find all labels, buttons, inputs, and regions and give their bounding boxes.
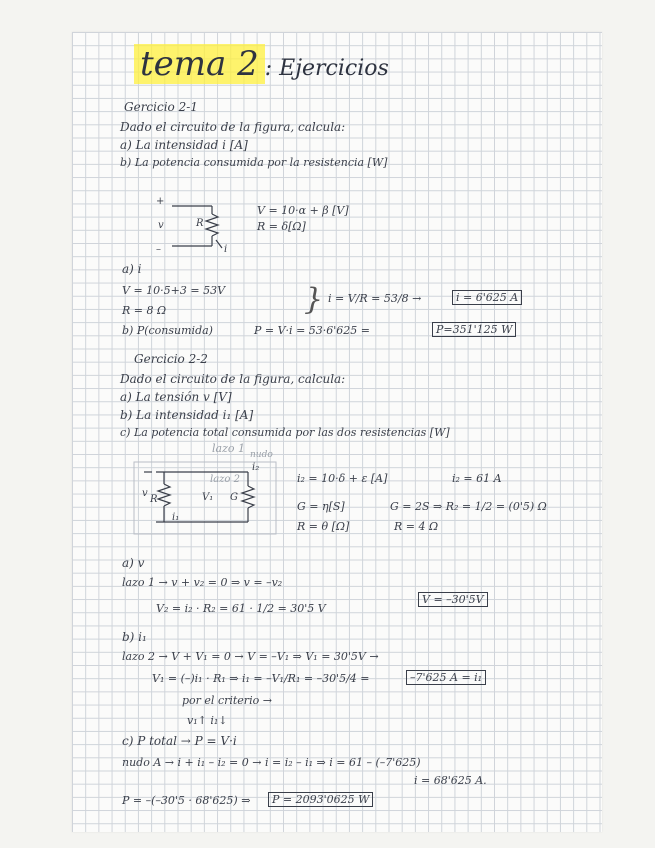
ex2-given-r: R = θ [Ω] [297, 520, 350, 533]
ex2-given-i2: i₂ = 10·δ + ε [A] [297, 472, 388, 485]
ex2-criterion: por el criterio → [182, 694, 272, 707]
circuit-2-g: G [230, 492, 238, 503]
circuit-2-v: v [142, 488, 148, 499]
circuit-1-diagram [152, 192, 247, 254]
circuit-2-diagram [130, 458, 280, 538]
ex2-lazo2: lazo 2 → V + V₁ = 0 → V = –V₁ ⇒ V₁ = 30'5V → [122, 650, 379, 663]
ex2-p-calc: P = –(–30'5 · 68'625) ⇒ [122, 794, 251, 807]
ex2-v2-calc: V₂ = i₂ · R₂ = 61 · 1/2 = 30'5 V [156, 602, 326, 615]
ex2-part-c-label: c) P total → P = V·i [122, 734, 237, 748]
circuit-2-r: R [150, 494, 158, 505]
ex1-calc-i: i = V/R = 53/8 → [328, 292, 422, 305]
ex2-given-g: G = η[S] [297, 500, 345, 513]
ex2-item-a: a) La tensión v [V] [120, 390, 232, 404]
ex2-part-b-label: b) i₁ [122, 630, 147, 644]
ex2-given-r-val: R = 4 Ω [394, 520, 439, 533]
ex1-item-a: a) La intensidad i [A] [120, 138, 248, 152]
ex1-given-r: R = δ[Ω] [257, 220, 306, 233]
notebook-page [72, 32, 602, 832]
circuit-1-resistor [206, 214, 218, 236]
ex2-given-g-val: G = 2S ⇒ R₂ = 1/2 = (0'5) Ω [390, 500, 547, 513]
circuit-1-v: v [158, 220, 164, 231]
ex1-part-b-label: b) P(consumida) [122, 324, 213, 337]
circuit-2-lazo2: lazo 2 [210, 474, 240, 485]
ex1-result-i: i = 6'625 A [452, 290, 522, 305]
circuit-1-i: i [224, 244, 228, 254]
ex2-i-total: i = 68'625 A. [414, 774, 487, 787]
ex1-brace: } [304, 282, 324, 317]
ex1-item-b: b) La potencia consumida por la resistencia [W] [120, 156, 388, 169]
ex2-result-i1: –7'625 A = i₁ [406, 670, 486, 685]
circuit-2-i1: i₁ [172, 512, 180, 523]
ex2-result-ptotal: P = 2093'0625 W [268, 792, 373, 807]
ex2-item-b: b) La intensidad i₁ [A] [120, 408, 254, 422]
ex2-arrows: v₁↑ i₁↓ [187, 714, 228, 727]
ex2-item-c: c) La potencia total consumida por las dos resistencias [W] [120, 426, 450, 439]
circuit-1-minus: – [156, 244, 161, 254]
ex1-part-a-label: a) i [122, 262, 142, 276]
circuit-1-r: R [196, 218, 204, 229]
page-title [134, 44, 389, 84]
ex2-lazo1: lazo 1 → v + v₂ = 0 ⇒ v = –v₂ [122, 576, 283, 589]
ex1-calc-p: P = V·i = 53·6'625 = [254, 324, 371, 337]
circuit-1-plus: + [156, 196, 165, 207]
ex2-part-a-label: a) v [122, 556, 145, 570]
circuit-2-v1: V₁ [202, 492, 214, 503]
ex2-given-i2-val: i₂ = 61 A [452, 472, 502, 485]
ex2-heading: Gercicio 2-2 [134, 352, 208, 366]
ex1-result-p: P=351'125 W [432, 322, 516, 337]
title-highlight: tema 2 [134, 44, 265, 84]
ex2-result-v: V = –30'5V [418, 592, 488, 607]
ex1-prompt: Dado el circuito de la figura, calcula: [120, 120, 346, 134]
ex1-calc-r: R = 8 Ω [122, 304, 167, 317]
circuit-1-current-arrow [216, 240, 222, 248]
circuit-2-resistor-r [158, 484, 170, 506]
ex2-v1-calc: V₁ = (–)i₁ · R₁ ⇒ i₁ = –V₁/R₁ = –30'5/4 = [152, 672, 370, 685]
ex2-lazo-note: lazo 1 [212, 442, 245, 455]
circuit-2-i2: i₂ [252, 462, 260, 473]
circuit-2-resistor-g [242, 486, 254, 508]
ex1-heading: Gercicio 2-1 [124, 100, 198, 114]
ex2-prompt: Dado el circuito de la figura, calcula: [120, 372, 346, 386]
title-subtitle: : Ejercicios [264, 56, 389, 81]
ex1-calc-v: V = 10·5+3 = 53V [122, 284, 226, 297]
ex2-nudo-a: nudo A → i + i₁ – i₂ = 0 → i = i₂ – i₁ ⇒ i = 61 – (–7'625) [122, 756, 421, 769]
ex2-nudo-note: nudo [250, 450, 273, 460]
ex1-given-v: V = 10·α + β [V] [257, 204, 349, 217]
